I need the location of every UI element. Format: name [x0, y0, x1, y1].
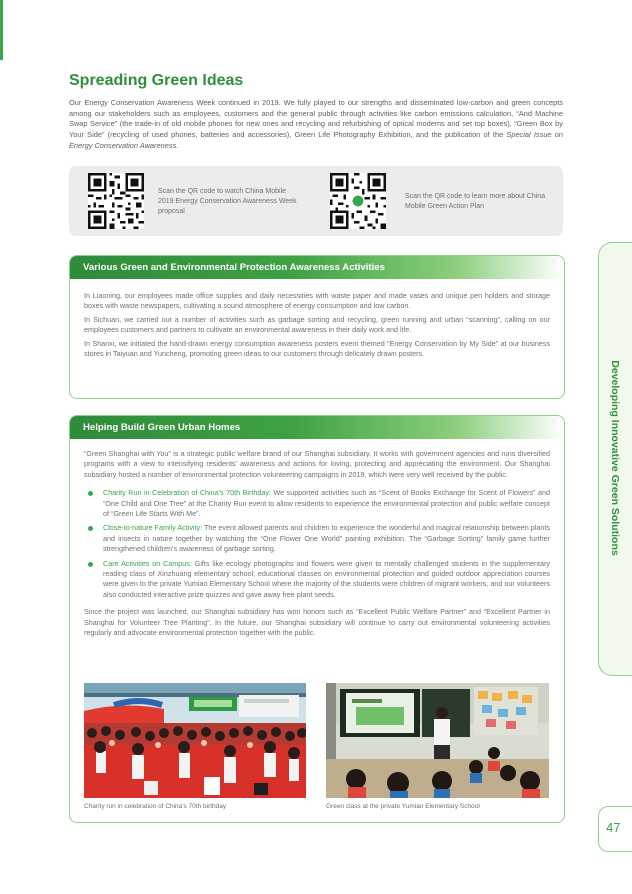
bullet-text: The event allowed parents and children to experience the wonderful and magical relationship between plants and insects in nature together by watching the “One Flower One World” painting exhibition. The “Garbage Sorting” family game further strengthened children's awareness of garbage sorting. [103, 523, 550, 554]
activities-header [70, 256, 564, 279]
urban-homes-header [70, 416, 564, 439]
intro-publication-subject: Energy Conservation Awareness [69, 140, 177, 150]
activity-bullet-list [84, 488, 550, 600]
bullet-item [84, 559, 550, 601]
qr-caption: Scan the QR code to learn more about China Mobile Green Action Plan [405, 193, 546, 210]
chapter-side-label: Developing Innovative Green Solutions [609, 360, 621, 556]
intro-paragraph [69, 98, 563, 152]
intro-text: . [176, 140, 179, 150]
bullet-item [84, 488, 550, 519]
section-title: Spreading Green Ideas [69, 72, 244, 89]
activity-paragraph: In Liaoning, our employees made office supplies and daily necessities with waste paper and made vases and unique pen holders and storage boxes with waste newspapers, cultivating a sound atmosphere of energy consumption and low carbon. [84, 291, 550, 311]
green-class-photo [326, 683, 549, 798]
bullet-text: Gifts like ecology photographs and flowers were given to mentally challenged students in the supplementary reading class of Xinzhuang elementary school; educational classes on environmental protection and guided outdoor appreciation courses were given to the private Yumiao Elementary School where the majority of the students were children of migrant workers, and our volunteers also conducted interactive prize quizzes and gave away free plant seeds. [103, 558, 550, 599]
photo-caption: Charity run in celebration of China's 70th birthday [84, 803, 227, 810]
page-number: 47 [606, 820, 621, 835]
charity-run-photo [84, 683, 306, 798]
bullet-dot-icon [88, 491, 93, 496]
urban-intro-paragraph: “Green Shanghai with You” is a strategic public welfare brand of our Shanghai subsidiary. It works with government agencies and runs diversified programs with a view to intensifying residents' awareness and actions for loving, protecting and appreciating the environment. Our Shanghai subsidiary hosted a number of environmental protection volunteering campaigns in 2019, which were very well received by the public. [84, 449, 550, 479]
qr-code-panel [69, 166, 563, 236]
activity-paragraph: In Sichuan, we carried out a number of activities such as garbage sorting and recycling, green running and urban “scanning”, calling on our employees customers and partners to cultivate an environmental awareness in their daily work and life. [84, 314, 550, 335]
bullet-lead: Close-to-nature Family Activity: [103, 523, 203, 533]
intro-publication-title: Special Issue [506, 130, 552, 140]
bullet-text: We supported activities such as “Scent of Books Exchange for Scent of Flowers” and “One Child and One Tree” at the Charity Run event to allow residents to experience the environmental protection and public welfare concept of “Green Life Starts With Me”. [103, 488, 550, 519]
activities-box [69, 255, 565, 399]
photo-caption: Green class at the private Yumiao Elementary School [326, 803, 480, 810]
bullet-dot-icon [88, 526, 93, 531]
bullet-dot-icon [88, 562, 93, 567]
bullet-lead: Charity Run in Celebration of China's 70th Birthday: [103, 488, 271, 498]
urban-homes-heading: Helping Build Green Urban Homes [83, 422, 241, 433]
bullet-lead: Care Activities on Campus: [103, 558, 192, 568]
activity-paragraph: In Shanxi, we initiated the hand-drawn energy consumption awareness posters event themed “Energy Conservation by My Side” at our business stores in Taiyuan and Yuncheng, promoting green ideas to our customers through delicately drawn posters. [84, 338, 550, 359]
qr-code-icon[interactable] [330, 173, 386, 229]
intro-text: on [551, 130, 563, 140]
intro-text: Our Energy Conservation Awareness Week continued in 2019. We fully played to our strengths and disseminated low-carbon and green concepts among our stakeholders such as employees, customers and the general public through activities like carbon emissions calculation, “And Machine Swap Service” (the trade-in of old mobile phones for new ones and recycling and refurbishing of optical modems and set top boxes), “Green Box by Your Side” (recycling of used phones, batteries and accessories), Green Life Photography Exhibition, and the publication of the [69, 98, 563, 140]
urban-closing-paragraph: Since the project was launched, our Shanghai subsidiary has won honors such as “Excellent Public Welfare Partner” and “Excellent Partner in Shanghai for Volunteer Tree Planting”. In the future, our Shanghai subsidiary will continue to carry out environmental volunteering activities regularly and advocate environmental protection together with the public. [84, 607, 550, 638]
bullet-item [84, 523, 550, 554]
qr-code-icon[interactable] [88, 173, 144, 229]
left-accent-rule [0, 0, 3, 60]
activities-heading: Various Green and Environmental Protection Awareness Activities [83, 262, 385, 273]
qr-caption: Scan the QR code to watch China Mobile 2019 Energy Conservation Awareness Week proposal [158, 188, 297, 215]
